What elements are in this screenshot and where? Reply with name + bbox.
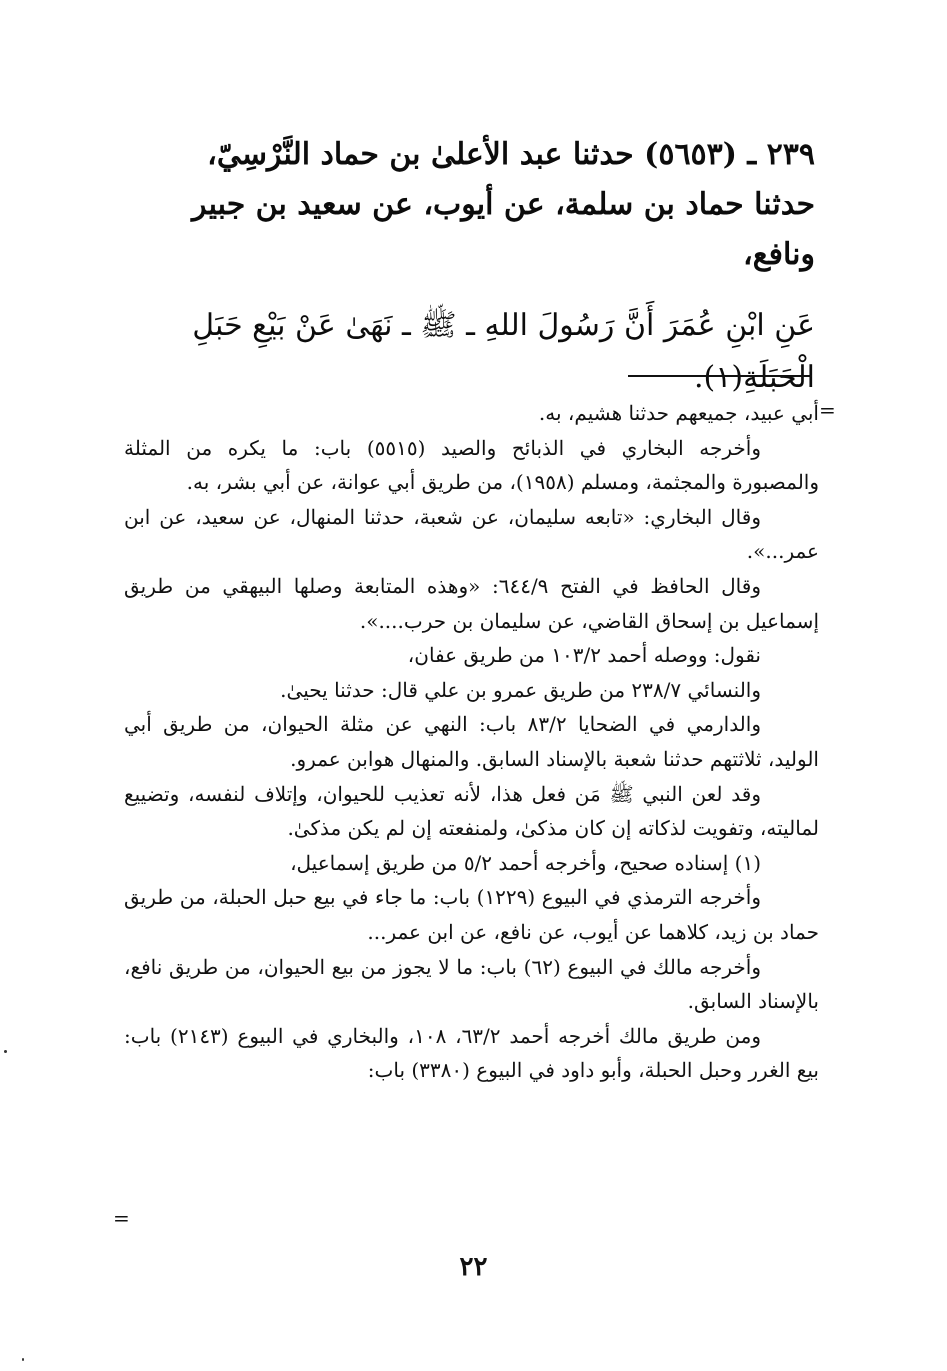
footnote-paragraph: نقول: ووصله أحمد ١٠٣/٢ من طريق عفان،	[407, 643, 761, 668]
continuation-marker: =	[819, 398, 836, 422]
hadith-text	[125, 130, 815, 404]
footnote-paragraph: وأخرجه الترمذي في البيوع (١٢٢٩) باب: ما جاء في بيع حبل الحبلة، من طريق حماد بن زيد، كلاهما عن أيوب، عن نافع، عن ابن عمر...	[124, 885, 819, 944]
footnote-paragraph: وقد لعن النبي ﷺ مَن فعل هذا، لأنه تعذيب للحيوان، وإتلاف لنفسه، وتضييع لماليته، وتفويت لذكاته إن كان مذكىٰ، ولمنفعته إن لم يكن مذكىٰ.	[124, 781, 819, 841]
footnote-paragraph: (١) إسناده صحيح، وأخرجه أحمد ٥/٢ من طريق إسماعيل،	[290, 850, 761, 875]
footnote-paragraph: وقال البخاري: «تابعه سليمان، عن شعبة، حدثنا المنهال، عن سعيد، عن ابن عمر...».	[124, 504, 819, 564]
continues-marker: =	[113, 1206, 130, 1230]
hadith-heading: ٢٣٩ ـ (٥٦٥٣) حدثنا عبد الأعلىٰ بن حماد النَّرْسِيّ،	[207, 137, 815, 172]
hadith-isnad: حدثنا حماد بن سلمة، عن أيوب، عن سعيد بن جبير ونافع،	[192, 187, 815, 272]
footnote-paragraph: ومن طريق مالك أخرجه أحمد ٦٣/٢، ١٠٨، والبخاري في البيوع (٢١٤٣) باب: بيع الغرر وحبل الحبلة، وأبو داود في البيوع (٣٣٨٠) باب:	[124, 1023, 819, 1083]
scan-speck	[22, 1358, 24, 1361]
footnote-paragraph: وأخرجه مالك في البيوع (٦٢) باب: ما لا يجوز من بيع الحيوان، من طريق نافع، بالإسناد السابق.	[124, 954, 819, 1014]
page-number: ٢٢	[459, 1252, 488, 1282]
footnotes	[124, 396, 819, 1088]
footnote-paragraph: والنسائي ٢٣٨/٧ من طريق عمرو بن علي قال: حدثنا يحيىٰ.	[280, 677, 761, 702]
footnote-paragraph: وأخرجه البخاري في الذبائح والصيد (٥٥١٥) باب: ما يكره من المثلة والمصبورة والمجثمة، ومسلم (١٩٥٨)، من طريق أبي عوانة، عن أبي بشر، به.	[124, 435, 819, 495]
footnote-separator	[628, 375, 812, 377]
footnote-paragraph: وقال الحافظ في الفتح ٦٤٤/٩: «وهذه المتابعة وصلها البيهقي من طريق إسماعيل بن إسحاق القاضي، عن سليمان بن حرب....».	[124, 573, 819, 633]
hadith-matn: عَنِ ابْنِ عُمَرَ أَنَّ رَسُولَ اللهِ ـ ﷺ ـ نَهَىٰ عَنْ بَيْعِ حَبَلِ الْحَبَلَةِ(١).	[192, 308, 815, 395]
scan-speck	[4, 1050, 7, 1053]
footnote-paragraph: أبي عبيد، جميعهم حدثنا هشيم، به.	[538, 401, 819, 425]
footnote-paragraph: والدارمي في الضحايا ٨٣/٢ باب: النهي عن مثلة الحيوان، من طريق أبي الوليد، ثلاثتهم حدثنا شعبة بالإسناد السابق. والمنهال هوابن عمرو.	[124, 712, 819, 771]
